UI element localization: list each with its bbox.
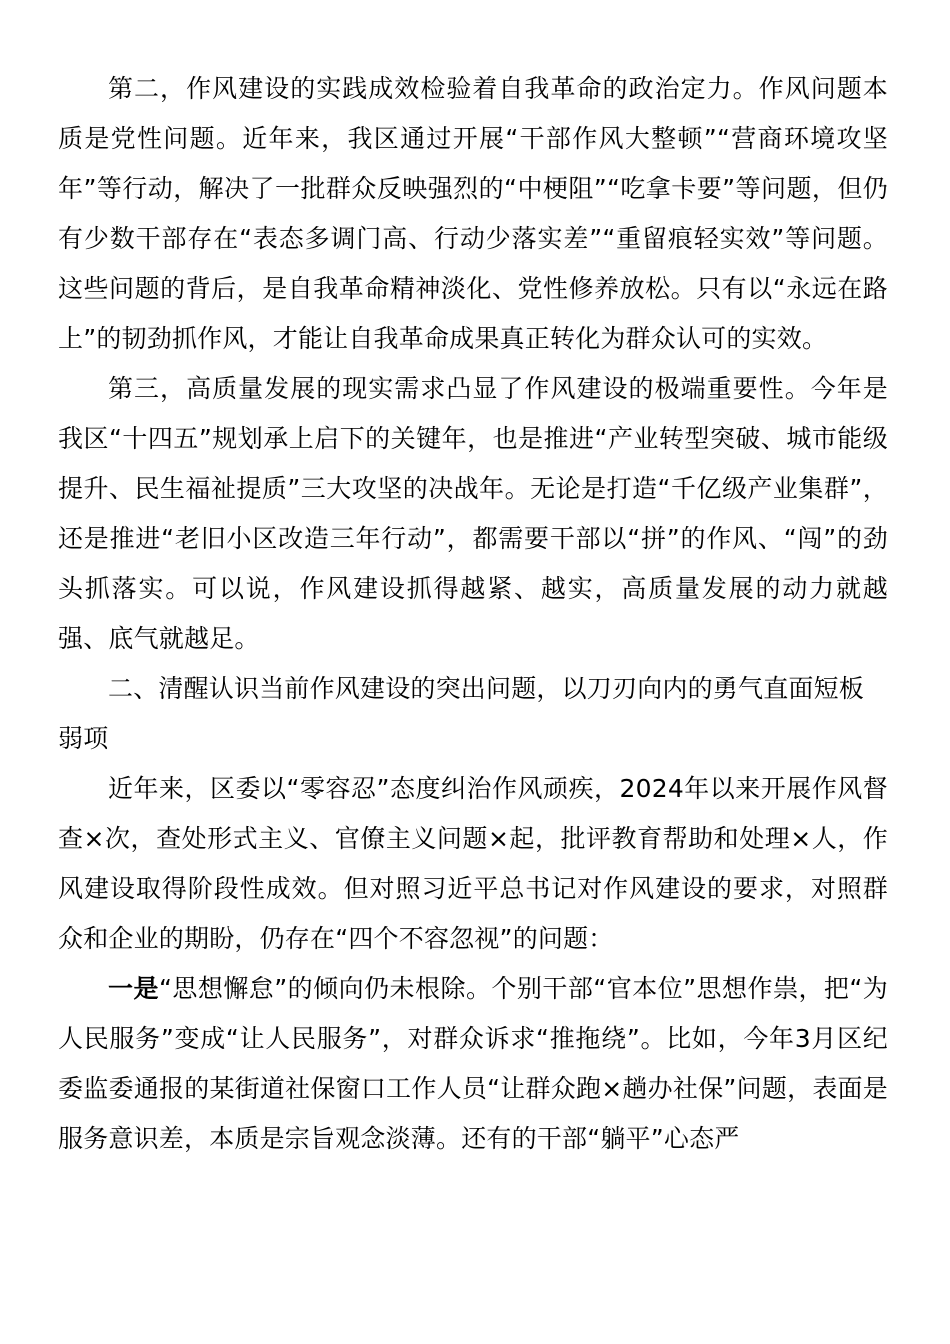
- paragraph-third-point: 第三，高质量发展的现实需求凸显了作风建设的极端重要性。今年是我区“十四五”规划承上启下的关键年，也是推进“产业转型突破、城市能级提升、民生福祉提质”三大攻坚的决战年。无论是打造“千亿级产业集群”，还是推进“老旧小区改造三年行动”，都需要干部以“拼”的作风、“闯”的劲头抓落实。可以说，作风建设抓得越紧、越实，高质量发展的动力就越强、底气就越足。: [58, 374, 888, 653]
- problem-one-text: “思想懈怠”的倾向仍未根除。个别干部“官本位”思想作祟，把“为人民服务”变成“让人民服务”，对群众诉求“推拖绕”。比如，今年3月区纪委监委通报的某街道社保窗口工作人员“让群众跑×趟办社保”问题，表面是服务意识差，本质是宗旨观念淡薄。还有的干部“躺平”心态严: [58, 974, 888, 1153]
- section-heading-two: 二、清醒认识当前作风建设的突出问题，以刀刃向内的勇气直面短板弱项: [58, 674, 865, 753]
- paragraph-problem-one: [58, 964, 888, 1164]
- paragraph-intro-problems: 近年来，区委以“零容忍”态度纠治作风顽疾，2024年以来开展作风督查×次，查处形式主义、官僚主义问题×起，批评教育帮助和处理×人，作风建设取得阶段性成效。但对照习近平总书记对作风建设的要求，对照群众和企业的期盼，仍存在“四个不容忽视”的问题：: [58, 774, 888, 953]
- paragraph-second-point: 第二，作风建设的实践成效检验着自我革命的政治定力。作风问题本质是党性问题。近年来，我区通过开展“干部作风大整顿”“营商环境攻坚年”等行动，解决了一批群众反映强烈的“中梗阻”“吃拿卡要”等问题，但仍有少数干部存在“表态多调门高、行动少落实差”“重留痕轻实效”等问题。这些问题的背后，是自我革命精神淡化、党性修养放松。只有以“永远在路上”的韧劲抓作风，才能让自我革命成果真正转化为群众认可的实效。: [58, 74, 888, 353]
- problem-one-lead: 一是: [108, 974, 159, 1003]
